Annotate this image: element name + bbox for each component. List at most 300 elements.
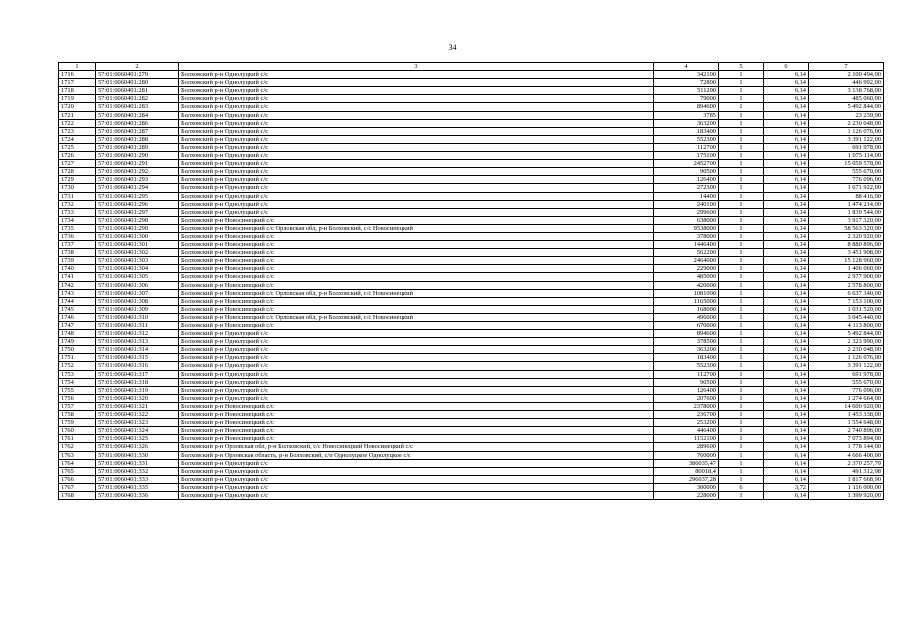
group-cell: 1 — [719, 95, 764, 103]
table-row — [59, 135, 884, 143]
location-cell: Болховский р-н Однолуцкий с/с — [179, 143, 654, 151]
area-cell: 446400 — [654, 427, 719, 435]
location-cell: Болховский р-н Однолуцкий с/с — [179, 168, 654, 176]
cadastral-value-cell: 1 671 922,00 — [809, 184, 884, 192]
location-cell: Болховский р-н Однолуцкий с/с — [179, 192, 654, 200]
specific-value-cell: 6,14 — [764, 152, 809, 160]
area-cell: 760000 — [654, 451, 719, 459]
location-cell: Болховский р-н Новосинецкий с/с — [179, 216, 654, 224]
cadastral-number-cell: 57:01:0060401:317 — [96, 370, 179, 378]
specific-value-cell: 6,14 — [764, 467, 809, 475]
cadastral-value-cell: 3 451 908,00 — [809, 249, 884, 257]
area-cell: 2452700 — [654, 160, 719, 168]
group-cell: 1 — [719, 305, 764, 313]
row-number-cell: 1760 — [59, 427, 96, 435]
group-cell: 1 — [719, 208, 764, 216]
table-row — [59, 322, 884, 330]
row-number-cell: 1741 — [59, 273, 96, 281]
location-cell: Болховский р-н Однолуцкий с/с — [179, 354, 654, 362]
area-cell: 9538000 — [654, 224, 719, 232]
location-cell: Болховский р-н Однолуцкий с/с — [179, 491, 654, 499]
cadastral-number-cell: 57:01:0060401:279 — [96, 71, 179, 79]
cadastral-value-cell: 2 323 990,00 — [809, 338, 884, 346]
cadastral-number-cell: 57:01:0060401:305 — [96, 273, 179, 281]
area-cell: 894600 — [654, 103, 719, 111]
row-number-cell: 1757 — [59, 402, 96, 410]
area-cell: 90500 — [654, 378, 719, 386]
cadastral-number-cell: 57:01:0060401:284 — [96, 111, 179, 119]
group-cell: 1 — [719, 443, 764, 451]
location-cell: Болховский р-н Однолуцкий с/с — [179, 176, 654, 184]
cadastral-number-cell: 57:01:0060401:297 — [96, 208, 179, 216]
location-cell: Болховский р-н Новосинецкий с/с — [179, 241, 654, 249]
group-cell: 1 — [719, 273, 764, 281]
group-cell: 1 — [719, 330, 764, 338]
cadastral-number-cell: 57:01:0060401:289 — [96, 143, 179, 151]
location-cell: Болховский р-н Новосинецкий с/с — [179, 232, 654, 240]
cadastral-number-cell: 57:01:0060401:309 — [96, 305, 179, 313]
location-cell: Болховский р-н Орловская обл, р-н Болховский, с/с Новосинецкий Новосинецкий с/с — [179, 443, 654, 451]
area-cell: 562200 — [654, 249, 719, 257]
row-number-cell: 1745 — [59, 305, 96, 313]
cadastral-number-cell: 57:01:0060401:281 — [96, 87, 179, 95]
cadastral-value-cell: 2 230 048,00 — [809, 119, 884, 127]
cadastral-number-cell: 57:01:0060401:324 — [96, 427, 179, 435]
group-cell: 1 — [719, 394, 764, 402]
cadastral-number-cell: 57:01:0060401:286 — [96, 119, 179, 127]
cadastral-number-cell: 57:01:0060401:318 — [96, 378, 179, 386]
column-header-6: 6 — [764, 63, 809, 71]
table-row — [59, 435, 884, 443]
column-header-2: 2 — [96, 63, 179, 71]
row-number-cell: 1763 — [59, 451, 96, 459]
table-row — [59, 483, 884, 491]
group-cell: 1 — [719, 119, 764, 127]
specific-value-cell: 6,14 — [764, 200, 809, 208]
table-row — [59, 289, 884, 297]
table-row — [59, 232, 884, 240]
specific-value-cell: 3,72 — [764, 483, 809, 491]
cadastral-value-cell: 14 600 920,00 — [809, 402, 884, 410]
cadastral-value-cell: 7 153 100,00 — [809, 297, 884, 305]
cadastral-number-cell: 57:01:0060401:326 — [96, 443, 179, 451]
area-cell: 272300 — [654, 184, 719, 192]
specific-value-cell: 6,14 — [764, 475, 809, 483]
cadastral-number-cell: 57:01:0060401:290 — [96, 152, 179, 160]
table-row — [59, 459, 884, 467]
cadastral-value-cell: 2 100 494,00 — [809, 71, 884, 79]
area-cell: 363200 — [654, 346, 719, 354]
group-cell: 1 — [719, 249, 764, 257]
location-cell: Болховский р-н Однолуцкий с/с — [179, 330, 654, 338]
area-cell: 253200 — [654, 419, 719, 427]
row-number-cell: 1766 — [59, 475, 96, 483]
area-cell: 228000 — [654, 491, 719, 499]
specific-value-cell: 6,14 — [764, 79, 809, 87]
row-number-cell: 1724 — [59, 135, 96, 143]
cadastral-number-cell: 57:01:0060401:310 — [96, 313, 179, 321]
group-cell: 1 — [719, 257, 764, 265]
cadastral-number-cell: 57:01:0060401:303 — [96, 257, 179, 265]
table-row — [59, 241, 884, 249]
group-cell: 1 — [719, 451, 764, 459]
area-cell: 126400 — [654, 386, 719, 394]
row-number-cell: 1753 — [59, 370, 96, 378]
cadastral-value-cell: 491 312,98 — [809, 467, 884, 475]
specific-value-cell: 6,14 — [764, 257, 809, 265]
location-cell: Болховский р-н Новосинецкий с/с — [179, 249, 654, 257]
group-cell: 1 — [719, 176, 764, 184]
table-row — [59, 192, 884, 200]
location-cell: Болховский р-н Однолуцкий с/с — [179, 127, 654, 135]
specific-value-cell: 6,14 — [764, 346, 809, 354]
specific-value-cell: 6,14 — [764, 160, 809, 168]
location-cell: Болховский р-н Новосинецкий с/с — [179, 305, 654, 313]
cadastral-value-cell: 1 554 648,00 — [809, 419, 884, 427]
table-row — [59, 330, 884, 338]
group-cell: 1 — [719, 378, 764, 386]
area-cell: 1152100 — [654, 435, 719, 443]
area-cell: 229000 — [654, 265, 719, 273]
table-row — [59, 224, 884, 232]
row-number-cell: 1734 — [59, 216, 96, 224]
group-cell: 6 — [719, 483, 764, 491]
cadastral-value-cell: 3 138 768,00 — [809, 87, 884, 95]
cadastral-number-cell: 57:01:0060401:320 — [96, 394, 179, 402]
specific-value-cell: 6,14 — [764, 443, 809, 451]
specific-value-cell: 6,14 — [764, 176, 809, 184]
cadastral-value-cell: 776 096,00 — [809, 386, 884, 394]
area-cell: 2378000 — [654, 402, 719, 410]
specific-value-cell: 6,14 — [764, 135, 809, 143]
specific-value-cell: 6,14 — [764, 127, 809, 135]
row-number-cell: 1756 — [59, 394, 96, 402]
table-body — [59, 71, 884, 500]
specific-value-cell: 6,14 — [764, 281, 809, 289]
cadastral-number-cell: 57:01:0060401:306 — [96, 281, 179, 289]
row-number-cell: 1754 — [59, 378, 96, 386]
group-cell: 1 — [719, 184, 764, 192]
column-header-5: 5 — [719, 63, 764, 71]
group-cell: 1 — [719, 338, 764, 346]
cadastral-value-cell: 15 059 578,00 — [809, 160, 884, 168]
row-number-cell: 1749 — [59, 338, 96, 346]
row-number-cell: 1716 — [59, 71, 96, 79]
specific-value-cell: 6,14 — [764, 394, 809, 402]
group-cell: 1 — [719, 200, 764, 208]
table-row — [59, 491, 884, 499]
table-row — [59, 346, 884, 354]
cadastral-value-cell: 446 992,00 — [809, 79, 884, 87]
specific-value-cell: 6,14 — [764, 265, 809, 273]
row-number-cell: 1740 — [59, 265, 96, 273]
specific-value-cell: 6,14 — [764, 208, 809, 216]
specific-value-cell: 6,14 — [764, 224, 809, 232]
cadastral-value-cell: 691 978,00 — [809, 143, 884, 151]
cadastral-value-cell: 5 492 844,00 — [809, 103, 884, 111]
table-row — [59, 184, 884, 192]
specific-value-cell: 6,14 — [764, 419, 809, 427]
row-number-cell: 1767 — [59, 483, 96, 491]
row-number-cell: 1744 — [59, 297, 96, 305]
cadastral-number-cell: 57:01:0060401:336 — [96, 491, 179, 499]
cadastral-number-cell: 57:01:0060401:313 — [96, 338, 179, 346]
specific-value-cell: 6,14 — [764, 435, 809, 443]
row-number-cell: 1758 — [59, 411, 96, 419]
table-row — [59, 354, 884, 362]
cadastral-value-cell: 1 031 520,00 — [809, 305, 884, 313]
group-cell: 1 — [719, 152, 764, 160]
specific-value-cell: 6,14 — [764, 313, 809, 321]
cadastral-number-cell: 57:01:0060401:330 — [96, 451, 179, 459]
location-cell: Болховский р-н Новосинецкий с/с — [179, 297, 654, 305]
location-cell: Болховский р-н Новосинецкий с/с — [179, 435, 654, 443]
cadastral-number-cell: 57:01:0060401:325 — [96, 435, 179, 443]
row-number-cell: 1719 — [59, 95, 96, 103]
group-cell: 1 — [719, 346, 764, 354]
table-row — [59, 103, 884, 111]
cadastral-value-cell: 1 126 076,00 — [809, 127, 884, 135]
table-row — [59, 362, 884, 370]
location-cell: Болховский р-н Однолуцкий с/с — [179, 459, 654, 467]
table-row — [59, 419, 884, 427]
cadastral-value-cell: 555 670,00 — [809, 378, 884, 386]
table-row — [59, 79, 884, 87]
cadastral-number-cell: 57:01:0060401:298 — [96, 216, 179, 224]
row-number-cell: 1718 — [59, 87, 96, 95]
specific-value-cell: 6,14 — [764, 273, 809, 281]
cadastral-value-cell: 1 406 060,00 — [809, 265, 884, 273]
location-cell: Болховский р-н Новосинецкий с/с — [179, 265, 654, 273]
row-number-cell: 1743 — [59, 289, 96, 297]
specific-value-cell: 6,14 — [764, 427, 809, 435]
specific-value-cell: 6,14 — [764, 411, 809, 419]
location-cell: Болховский р-н Однолуцкий с/с — [179, 71, 654, 79]
location-cell: Болховский р-н Однолуцкий с/с — [179, 386, 654, 394]
cadastral-number-cell: 57:01:0060401:333 — [96, 475, 179, 483]
location-cell: Болховский р-н Однолуцкий с/с — [179, 184, 654, 192]
group-cell: 1 — [719, 475, 764, 483]
cadastral-value-cell: 2 578 800,00 — [809, 281, 884, 289]
area-cell: 485000 — [654, 273, 719, 281]
cadastral-value-cell: 3 391 122,00 — [809, 135, 884, 143]
cadastral-number-cell: 57:01:0060401:312 — [96, 330, 179, 338]
table-row — [59, 87, 884, 95]
location-cell: Болховский р-н Однолуцкий с/с — [179, 79, 654, 87]
specific-value-cell: 6,14 — [764, 216, 809, 224]
group-cell: 1 — [719, 386, 764, 394]
row-number-cell: 1735 — [59, 224, 96, 232]
specific-value-cell: 6,14 — [764, 305, 809, 313]
table-row — [59, 95, 884, 103]
row-number-cell: 1759 — [59, 419, 96, 427]
specific-value-cell: 6,14 — [764, 370, 809, 378]
cadastral-value-cell: 4 113 800,00 — [809, 322, 884, 330]
group-cell: 1 — [719, 224, 764, 232]
location-cell: Болховский р-н Новосинецкий с/с — [179, 257, 654, 265]
table-row — [59, 111, 884, 119]
location-cell: Болховский р-н Однолуцкий с/с — [179, 95, 654, 103]
row-number-cell: 1725 — [59, 143, 96, 151]
specific-value-cell: 6,14 — [764, 491, 809, 499]
cadastral-value-cell: 776 096,00 — [809, 176, 884, 184]
cadastral-value-cell: 3 391 122,00 — [809, 362, 884, 370]
cadastral-value-cell: 1 839 544,00 — [809, 208, 884, 216]
column-header-1: 1 — [59, 63, 96, 71]
location-cell: Болховский р-н Орловская область, р-н Болховский, с/п Однолуцкое Однолуцкое с/с — [179, 451, 654, 459]
row-number-cell: 1746 — [59, 313, 96, 321]
specific-value-cell: 6,14 — [764, 362, 809, 370]
group-cell: 1 — [719, 143, 764, 151]
row-number-cell: 1752 — [59, 362, 96, 370]
group-cell: 1 — [719, 427, 764, 435]
row-number-cell: 1727 — [59, 160, 96, 168]
group-cell: 1 — [719, 111, 764, 119]
group-cell: 1 — [719, 467, 764, 475]
table-row — [59, 281, 884, 289]
cadastral-number-cell: 57:01:0060401:291 — [96, 160, 179, 168]
cadastral-number-cell: 57:01:0060401:293 — [96, 176, 179, 184]
table-row — [59, 249, 884, 257]
specific-value-cell: 6,14 — [764, 330, 809, 338]
area-cell: 670000 — [654, 322, 719, 330]
location-cell: Болховский р-н Однолуцкий с/с — [179, 103, 654, 111]
group-cell: 1 — [719, 419, 764, 427]
table-row — [59, 305, 884, 313]
specific-value-cell: 6,14 — [764, 103, 809, 111]
row-number-cell: 1728 — [59, 168, 96, 176]
area-cell: 72800 — [654, 79, 719, 87]
row-number-cell: 1730 — [59, 184, 96, 192]
specific-value-cell: 6,14 — [764, 249, 809, 257]
group-cell: 1 — [719, 79, 764, 87]
cadastral-value-cell: 555 670,00 — [809, 168, 884, 176]
cadastral-number-cell: 57:01:0060401:302 — [96, 249, 179, 257]
cadastral-value-cell: 485 060,00 — [809, 95, 884, 103]
table-row — [59, 411, 884, 419]
column-header-4: 4 — [654, 63, 719, 71]
table-row — [59, 386, 884, 394]
area-cell: 552300 — [654, 135, 719, 143]
specific-value-cell: 6,14 — [764, 184, 809, 192]
specific-value-cell: 6,14 — [764, 168, 809, 176]
table-row — [59, 208, 884, 216]
table-row — [59, 119, 884, 127]
area-cell: 112700 — [654, 143, 719, 151]
row-number-cell: 1726 — [59, 152, 96, 160]
area-cell: 496000 — [654, 313, 719, 321]
area-cell: 112700 — [654, 370, 719, 378]
cadastral-number-cell: 57:01:0060401:296 — [96, 200, 179, 208]
table-row — [59, 297, 884, 305]
location-cell: Болховский р-н Новосинецкий с/с — [179, 322, 654, 330]
row-number-cell: 1737 — [59, 241, 96, 249]
specific-value-cell: 6,14 — [764, 338, 809, 346]
area-cell: 638000 — [654, 216, 719, 224]
group-cell: 1 — [719, 216, 764, 224]
group-cell: 1 — [719, 411, 764, 419]
row-number-cell: 1764 — [59, 459, 96, 467]
location-cell: Болховский р-н Однолуцкий с/с — [179, 87, 654, 95]
cadastral-number-cell: 57:01:0060401:307 — [96, 289, 179, 297]
group-cell: 1 — [719, 192, 764, 200]
cadastral-value-cell: 1 399 920,00 — [809, 491, 884, 499]
cadastral-value-cell: 2 370 257,79 — [809, 459, 884, 467]
location-cell: Болховский р-н Однолуцкий с/с — [179, 475, 654, 483]
area-cell: 296037,28 — [654, 475, 719, 483]
cadastral-value-cell: 2 740 896,00 — [809, 427, 884, 435]
location-cell: Болховский р-н Новосинецкий с/с Орловская обл, р-н Болховский, с/с Новосинецкий — [179, 224, 654, 232]
cadastral-value-cell: 8 880 896,00 — [809, 241, 884, 249]
group-cell: 1 — [719, 459, 764, 467]
row-number-cell: 1762 — [59, 443, 96, 451]
table-row — [59, 127, 884, 135]
cadastral-value-cell: 1 116 000,00 — [809, 483, 884, 491]
area-cell: 378000 — [654, 232, 719, 240]
area-cell: 1446400 — [654, 241, 719, 249]
group-cell: 1 — [719, 71, 764, 79]
cadastral-value-cell: 15 128 960,00 — [809, 257, 884, 265]
row-number-cell: 1733 — [59, 208, 96, 216]
group-cell: 1 — [719, 313, 764, 321]
location-cell: Болховский р-н Однолуцкий с/с — [179, 200, 654, 208]
row-number-cell: 1747 — [59, 322, 96, 330]
area-cell: 90500 — [654, 168, 719, 176]
row-number-cell: 1738 — [59, 249, 96, 257]
cadastral-value-cell: 2 320 920,00 — [809, 232, 884, 240]
specific-value-cell: 6,14 — [764, 354, 809, 362]
specific-value-cell: 6,14 — [764, 111, 809, 119]
specific-value-cell: 6,14 — [764, 402, 809, 410]
cadastral-value-cell: 5 492 844,00 — [809, 330, 884, 338]
cadastral-number-cell: 57:01:0060401:315 — [96, 354, 179, 362]
group-cell: 1 — [719, 491, 764, 499]
cadastral-number-cell: 57:01:0060401:288 — [96, 135, 179, 143]
group-cell: 1 — [719, 281, 764, 289]
cadastral-number-cell: 57:01:0060401:322 — [96, 411, 179, 419]
cadastral-number-cell: 57:01:0060401:311 — [96, 322, 179, 330]
row-number-cell: 1731 — [59, 192, 96, 200]
specific-value-cell: 6,14 — [764, 322, 809, 330]
table-row — [59, 313, 884, 321]
specific-value-cell: 6,14 — [764, 71, 809, 79]
cadastral-value-cell: 2 977 900,00 — [809, 273, 884, 281]
cadastral-value-cell: 691 978,00 — [809, 370, 884, 378]
cadastral-value-cell: 1 778 144,00 — [809, 443, 884, 451]
page-number: 34 — [448, 43, 457, 52]
table-row — [59, 152, 884, 160]
group-cell: 1 — [719, 135, 764, 143]
cadastral-number-cell: 57:01:0060401:331 — [96, 459, 179, 467]
location-cell: Болховский р-н Однолуцкий с/с — [179, 362, 654, 370]
cadastral-value-table — [58, 62, 884, 500]
location-cell: Болховский р-н Однолуцкий с/с — [179, 338, 654, 346]
row-number-cell: 1765 — [59, 467, 96, 475]
table-row — [59, 451, 884, 459]
cadastral-number-cell: 57:01:0060401:299 — [96, 224, 179, 232]
cadastral-number-cell: 57:01:0060401:282 — [96, 95, 179, 103]
table-row — [59, 168, 884, 176]
table-row — [59, 160, 884, 168]
cadastral-number-cell: 57:01:0060401:295 — [96, 192, 179, 200]
table-row — [59, 273, 884, 281]
location-cell: Болховский р-н Новосинецкий с/с — [179, 427, 654, 435]
table-row — [59, 443, 884, 451]
group-cell: 1 — [719, 241, 764, 249]
group-cell: 1 — [719, 232, 764, 240]
group-cell: 1 — [719, 354, 764, 362]
column-header-3: 3 — [179, 63, 654, 71]
